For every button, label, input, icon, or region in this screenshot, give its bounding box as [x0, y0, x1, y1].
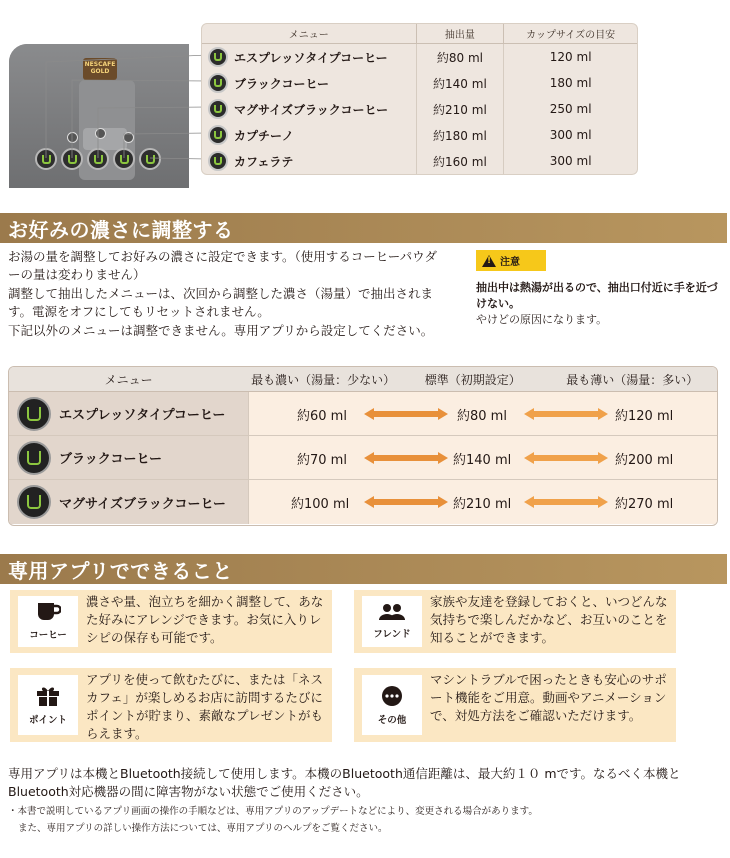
menu-name: ブラックコーヒー — [59, 452, 162, 467]
section-title-app: 専用アプリでできること — [0, 554, 727, 584]
menu-volume-table — [201, 23, 638, 175]
standard-value: 約210 ml — [453, 496, 512, 512]
section-title-strength: お好みの濃さに調整する — [0, 213, 727, 243]
strength-table-header — [9, 367, 717, 392]
feature-label: その他 — [377, 714, 407, 726]
machine-button-espresso — [35, 148, 57, 170]
espresso-button-icon — [208, 47, 228, 67]
cup-value: 250 ml — [549, 102, 592, 116]
strong-value: 約100 ml — [291, 496, 350, 512]
menu-table-header — [202, 24, 637, 44]
feature-icon-box — [362, 675, 422, 735]
bluetooth-note: 専用アプリは本機とBluetooth接続して使用します。本機のBluetooth通信距離は、最大約１０ mです。なるべく本機とBluetooth対応機器の間に障害物がない状態でご使用ください。 — [8, 766, 681, 799]
footnote: ・本書で説明しているアプリ画面の操作の手順などは、専用アプリのアップデートなどにより、変更される場合があります。 — [8, 806, 538, 817]
strength-description — [8, 248, 448, 340]
double-arrow-icon — [524, 408, 608, 420]
menu-name: ブラックコーヒー — [234, 76, 330, 91]
black-coffee-button-icon — [17, 441, 51, 475]
standard-value: 約140 ml — [453, 452, 512, 468]
cup-value: 300 ml — [549, 154, 592, 168]
black-coffee-button-icon — [208, 73, 228, 93]
machine-button-mug — [87, 148, 109, 170]
feature-text: アプリを使って飲むたびに、または「ネスカフェ」が楽しめるお店に訪問するたびにポイントが貯まり、素敵なプレゼントがもらえます。 — [86, 672, 324, 741]
footnote: また、専用アプリの詳しい操作方法については、専用アプリのヘルプをご覧ください。 — [18, 823, 388, 834]
machine-button-latte — [139, 148, 161, 170]
standard-value: 約80 ml — [457, 408, 507, 424]
weak-value: 約200 ml — [615, 452, 674, 468]
feature-text: 家族や友達を登録しておくと、いつどんな気持ちで楽しんだかなど、お互いのことを知ることができます。 — [430, 594, 668, 645]
amount-value: 約160 ml — [417, 148, 505, 174]
strong-value: 約60 ml — [297, 408, 347, 424]
header-amount: 抽出量 — [417, 24, 505, 43]
table-row — [202, 148, 637, 174]
machine-button-black — [61, 148, 83, 170]
feature-points — [10, 668, 332, 742]
gift-icon — [36, 685, 60, 707]
caution-text — [476, 280, 726, 328]
weak-value: 約270 ml — [615, 496, 674, 512]
machine-button-cappuccino — [113, 148, 135, 170]
coffee-cup-icon — [35, 602, 61, 622]
cup-value: 180 ml — [549, 76, 592, 90]
feature-text: マシントラブルで困ったときも安心のサポート機能をご用意。動画やアニメーションで、対処方法をご確認いただけます。 — [430, 672, 667, 723]
feature-icon-box — [18, 675, 78, 735]
menu-name: カプチーノ — [234, 128, 294, 143]
amount-value: 約210 ml — [417, 96, 505, 122]
amount-value: 約140 ml — [417, 70, 505, 96]
paragraph: お湯の量を調整してお好みの濃さに設定できます。（使用するコーヒーパウダーの量は変わりません） — [8, 249, 438, 283]
header-strongest: 最も濃い（湯量：少ない） — [251, 372, 396, 387]
feature-icon-box — [18, 596, 78, 647]
machine-indicator-3 — [123, 132, 134, 143]
mug-coffee-button-icon — [208, 99, 228, 119]
menu-name: エスプレッソタイプコーヒー — [234, 50, 388, 65]
strength-table — [8, 366, 718, 526]
amount-value: 約180 ml — [417, 122, 505, 148]
espresso-button-icon — [17, 397, 51, 431]
feature-text: 濃さや量、泡立ちを細かく調整して、あなた好みにアレンジできます。お気に入りレシピの保存も可能です。 — [86, 594, 324, 645]
nescafe-logo: NESCAFE GOLD — [83, 58, 117, 80]
table-row — [202, 44, 637, 70]
table-row — [9, 392, 717, 436]
feature-label: コーヒー — [29, 630, 67, 641]
warning-icon — [482, 255, 496, 267]
menu-name: マグサイズブラックコーヒー — [59, 496, 226, 512]
header-cup-size: カップサイズの目安 — [526, 30, 616, 41]
weak-value: 約120 ml — [615, 408, 674, 424]
table-row — [202, 96, 637, 122]
caution-label: 注意 — [500, 257, 520, 268]
double-arrow-icon — [364, 408, 448, 420]
table-row — [202, 70, 637, 96]
machine-indicator-2 — [95, 128, 106, 139]
menu-name: マグサイズブラックコーヒー — [234, 102, 389, 117]
feature-other — [354, 668, 676, 742]
feature-label: フレンド — [373, 629, 411, 640]
feature-icon-box — [362, 596, 422, 647]
header-weakest: 最も薄い（湯量：多い） — [566, 372, 699, 387]
feature-coffee — [10, 590, 332, 653]
menu-name: エスプレッソタイプコーヒー — [59, 408, 226, 423]
machine-indicator-1 — [67, 132, 78, 143]
strong-value: 約70 ml — [297, 452, 347, 468]
cup-value: 300 ml — [549, 128, 592, 142]
table-row — [202, 122, 637, 148]
table-row — [9, 480, 717, 524]
header-menu: メニュー — [202, 24, 417, 43]
double-arrow-icon — [524, 496, 608, 508]
paragraph: 下記以外のメニューは調整できません。専用アプリから設定してください。 — [8, 322, 434, 338]
feature-label: ポイント — [28, 714, 67, 726]
amount-value: 約80 ml — [417, 44, 505, 70]
double-arrow-icon — [524, 452, 608, 464]
cappuccino-button-icon — [208, 125, 228, 145]
friends-icon — [378, 603, 406, 621]
caution-badge — [476, 250, 546, 271]
mug-coffee-button-icon — [17, 485, 51, 519]
menu-name: カフェラテ — [234, 154, 294, 169]
caution-bold: 抽出中は熱湯が出るので、抽出口付近に手を近づけない。 — [476, 281, 718, 310]
header-standard: 標準（初期設定） — [424, 372, 521, 387]
header-menu: メニュー — [104, 372, 153, 387]
caution-note: やけどの原因になります。 — [476, 313, 608, 326]
more-icon — [381, 685, 403, 707]
double-arrow-icon — [364, 496, 448, 508]
coffee-machine-illustration — [9, 44, 189, 188]
feature-friends — [354, 590, 676, 653]
latte-button-icon — [208, 151, 228, 171]
double-arrow-icon — [364, 452, 448, 464]
paragraph: 調整して抽出したメニューは、次回から調整した濃さ（湯量）で抽出されます。電源をオフにしてもリセットされません。 — [8, 285, 434, 320]
cup-value: 120 ml — [549, 50, 592, 64]
table-row — [9, 436, 717, 480]
